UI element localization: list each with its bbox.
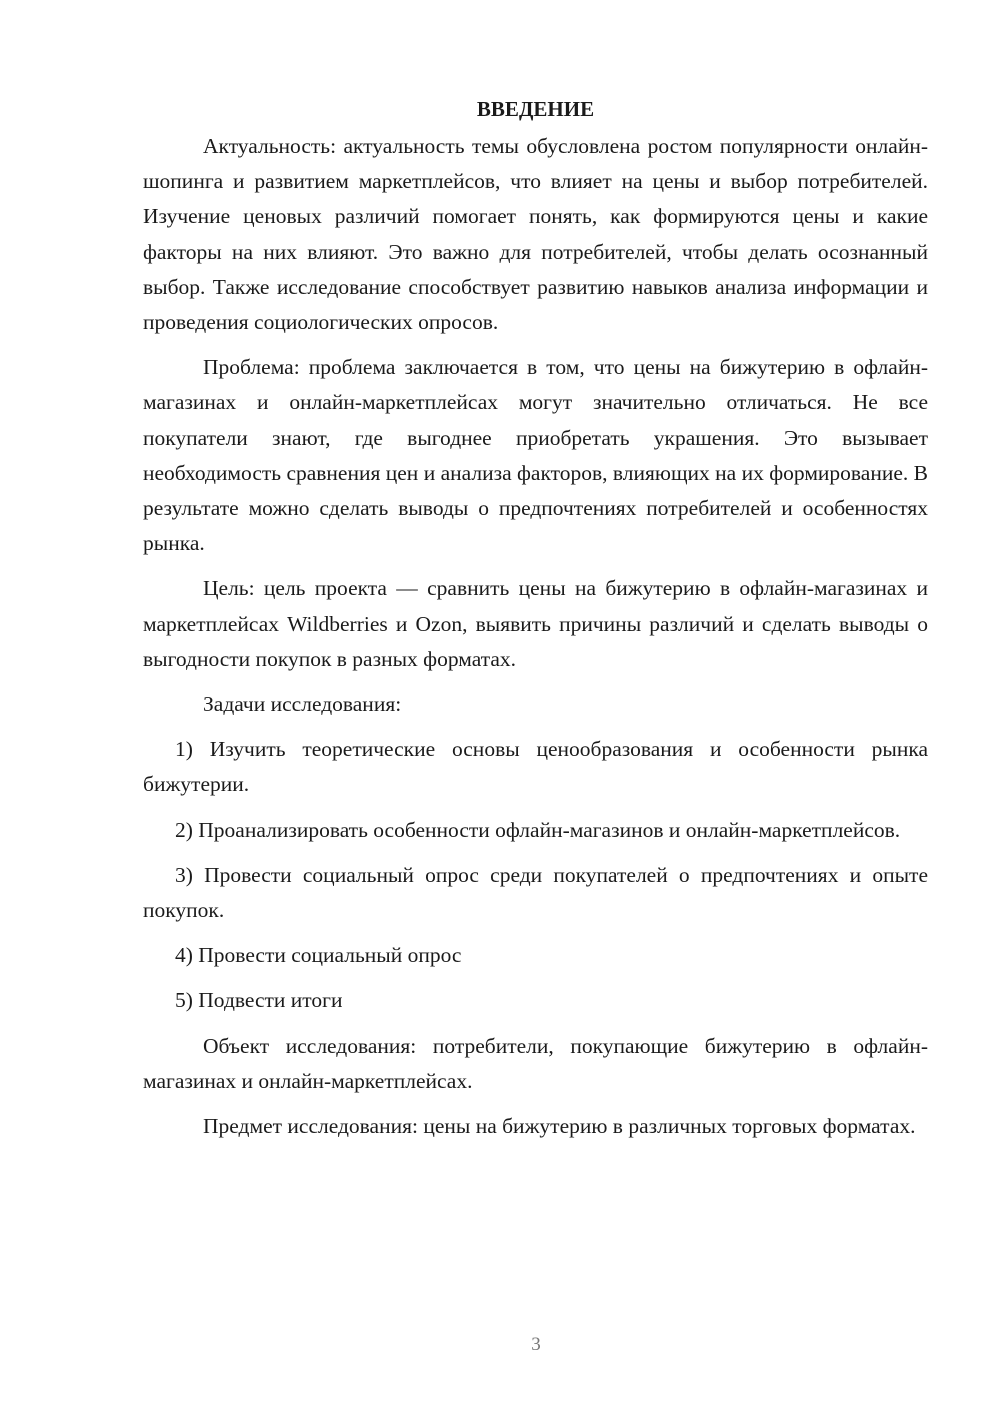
task-item-3: 3) Провести социальный опрос среди покупателей о предпочтениях и опыте покупок. — [143, 862, 928, 923]
paragraph-object: Объект исследования: потребители, покупающие бижутерию в офлайн-магазинах и онлайн-маркетплейсах. — [143, 1033, 928, 1093]
tasks-title: Задачи исследования: — [203, 692, 402, 717]
paragraph-relevance: Актуальность: актуальность темы обусловлена ростом популярности онлайн-шопинга и развитием маркетплейсов, что влияет на цены и выбор потребителей. Изучение ценовых различий помогает понять, как формируются цены и какие факторы на них влияют. Это важно для потребителей, чтобы делать осознанный выбор. Также исследование способствует развитию навыков анализа информации и проведения социологических опросов. — [143, 134, 928, 335]
paragraph-goal: Цель: цель проекта — сравнить цены на бижутерию в офлайн-магазинах и маркетплейсах Wildberries и Ozon, выявить причины различий и сделать выводы о выгодности покупок в разных форматах. — [143, 576, 928, 671]
page-body — [143, 92, 928, 1154]
task-item-5: 5) Подвести итоги — [175, 988, 343, 1013]
task-item-1: 1) Изучить теоретические основы ценообразования и особенности рынка бижутерии. — [143, 737, 928, 797]
page-number: 3 — [531, 1334, 541, 1355]
paragraph-subject: Предмет исследования: цены на бижутерию в различных торговых форматах. — [203, 1114, 916, 1139]
section-heading: ВВЕДЕНИЕ — [476, 97, 595, 121]
task-item-2: 2) Проанализировать особенности офлайн-магазинов и онлайн-маркетплейсов. — [175, 817, 901, 842]
task-item-4: 4) Провести социальный опрос — [175, 943, 462, 968]
paragraph-problem: Проблема: проблема заключается в том, что цены на бижутерию в офлайн-магазинах и онлайн-маркетплейсах могут значительно отличаться. Не все покупатели знают, где выгоднее приобретать украшения. Это вызывает необходимость сравнения цен и анализа факторов, влияющих на их формирование. В результате можно сделать выводы о предпочтениях потребителей и особенностях рынка. — [143, 355, 928, 556]
